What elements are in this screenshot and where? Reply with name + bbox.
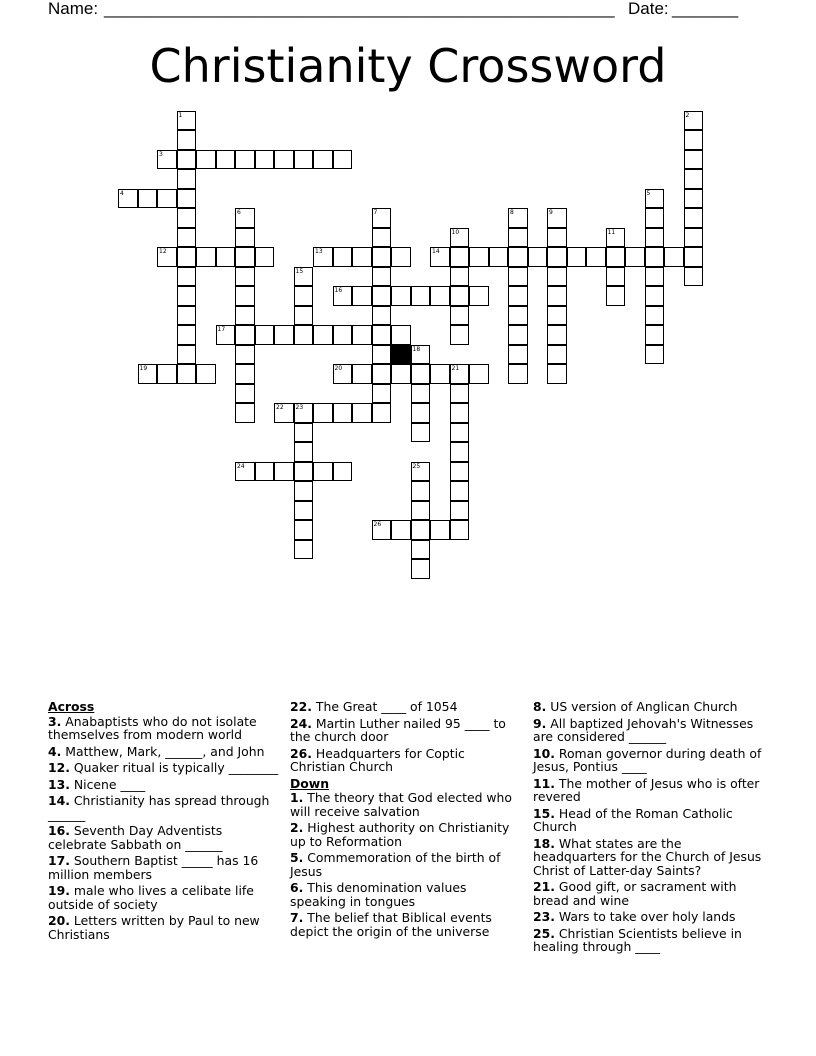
grid-cell[interactable] [352,247,372,267]
clue-item-text: Christian Scientists believe in healing through ____ [533,925,742,954]
clue-item-number: 17. [48,853,70,868]
grid-cell[interactable] [294,306,314,326]
clue-item-number: 5. [290,850,304,865]
clue-item-number: 21. [533,879,555,894]
grid-cell[interactable] [235,286,255,306]
clue-item-number: 16. [48,823,70,838]
grid-cell[interactable] [313,462,333,482]
grid-cell[interactable] [294,286,314,306]
clue-item-number: 13. [48,776,70,792]
grid-cell[interactable] [196,150,216,170]
grid-cell[interactable] [177,345,197,365]
grid-cell[interactable] [411,501,431,521]
grid-cell[interactable] [313,325,333,345]
grid-block [391,345,411,365]
grid-cell[interactable] [411,384,431,404]
clue-number: 2 [685,111,690,119]
clue-item-text: Anabaptists who do not isolate themselves from modern world [48,713,257,742]
clue-number: 7 [373,209,378,216]
grid-cell[interactable] [352,403,372,423]
grid-cell[interactable] [294,481,314,501]
clue-item-text: The Great ____ of 1054 [311,699,458,714]
clue-item [533,747,768,774]
grid-cell[interactable] [391,325,411,345]
grid-cell[interactable] [333,247,353,267]
grid-cell[interactable] [372,403,392,423]
grid-cell[interactable] [606,286,626,306]
clue-item-text: Seventh Day Adventists celebrate Sabbath on ______ [48,823,223,852]
clue-item [48,745,280,759]
clue-item-text: What states are the headquarters for the Church of Jesus Christ of Latter-day Saints? [533,835,762,878]
grid-cell[interactable] [333,462,353,482]
grid-cell[interactable] [547,267,567,287]
grid-cell[interactable] [450,423,470,443]
grid-cell[interactable] [489,247,509,267]
clue-item [533,777,768,804]
clue-item [533,717,768,744]
grid-cell[interactable] [391,286,411,306]
grid-cell[interactable] [177,208,197,228]
grid-cell[interactable] [508,345,528,365]
grid-cell[interactable] [177,189,197,209]
grid-cell[interactable] [508,267,528,287]
grid-cell[interactable] [372,520,392,540]
grid-cell[interactable] [625,247,645,267]
grid-cell[interactable] [216,150,236,170]
clue-number: 8 [510,209,514,216]
clue-item-number: 7. [290,910,304,925]
page-title: Christianity Crossword [149,39,667,93]
across-clue-list [48,715,280,942]
clue-item [48,794,280,821]
grid-cell[interactable] [411,286,431,306]
clue-item-number: 10. [533,745,555,761]
grid-cell[interactable] [313,403,333,423]
clue-item-text: The belief that Biblical events depict the origin of the universe [290,910,492,939]
grid-cell[interactable] [411,481,431,501]
clue-item-text: Wars to take over holy lands [554,909,736,924]
grid-cell[interactable] [333,286,353,306]
grid-cell[interactable] [430,247,450,267]
clue-item-number: 1. [290,790,304,805]
clue-item-text: Martin Luther nailed 95 ____ to the church door [290,715,506,744]
grid-cell[interactable] [372,345,392,365]
grid-cell[interactable] [508,364,528,384]
grid-cell[interactable] [469,247,489,267]
grid-cell[interactable] [255,247,275,267]
clue-number: 19 [139,365,148,372]
name-label: Name: [48,0,99,18]
down-clue-list-continued [533,700,768,954]
grid-cell[interactable] [235,306,255,326]
clue-number: 24 [237,462,245,470]
grid-cell[interactable] [450,501,470,521]
grid-cell[interactable] [274,462,294,482]
clue-item-number: 25. [533,925,555,941]
grid-cell[interactable] [274,403,294,423]
grid-cell[interactable] [235,150,255,170]
grid-cell[interactable] [450,403,470,423]
clue-item [533,910,768,924]
grid-cell[interactable] [294,423,314,443]
clue-item [290,911,520,938]
grid-cell[interactable] [450,384,470,404]
grid-cell[interactable] [255,462,275,482]
clue-item [533,927,768,954]
grid-cell[interactable] [684,247,704,267]
clue-number: 12 [159,248,167,255]
clue-item-number: 9. [533,715,547,731]
grid-cell[interactable] [255,325,275,345]
clue-number: 16 [334,287,343,294]
grid-cell[interactable] [235,462,255,482]
grid-cell[interactable] [372,208,392,228]
clue-number: 17 [217,326,226,333]
grid-cell[interactable] [157,150,177,170]
grid-cell[interactable] [430,286,450,306]
grid-cell[interactable] [313,150,333,170]
grid-cell[interactable] [547,345,567,365]
grid-cell[interactable] [294,501,314,521]
grid-cell[interactable] [274,150,294,170]
across-heading: Across [48,699,95,714]
clue-item [533,837,768,878]
grid-cell[interactable] [645,189,665,209]
clue-item [290,700,520,714]
grid-cell[interactable] [294,540,314,560]
clue-item-number: 24. [290,715,312,731]
grid-cell[interactable] [177,267,197,287]
clue-item-text: Matthew, Mark, ______, and John [61,743,265,759]
grid-cell[interactable] [313,247,333,267]
clue-number: 15 [295,267,304,275]
grid-cell[interactable] [450,228,470,248]
grid-cell[interactable] [177,306,197,326]
clue-number: 10 [451,228,460,236]
clue-item-number: 2. [290,820,304,835]
clue-item-text: Headquarters for Coptic Christian Church [290,745,465,774]
clue-item-number: 20. [48,913,70,928]
grid-cell[interactable] [645,286,665,306]
grid-cell[interactable] [645,228,665,248]
clue-item-text: Good gift, or sacrament with bread and wine [533,879,737,908]
grid-cell[interactable] [508,286,528,306]
clue-item-text: Letters written by Paul to new Christians [48,913,260,942]
grid-cell[interactable] [196,364,216,384]
grid-cell[interactable] [372,228,392,248]
grid-cell[interactable] [411,403,431,423]
clue-item-number: 22. [290,699,312,714]
grid-cell[interactable] [411,559,431,579]
grid-cell[interactable] [235,384,255,404]
name-line[interactable]: ______________________________________________________ [104,0,615,18]
grid-cell[interactable] [294,442,314,462]
grid-cell[interactable] [450,364,470,384]
grid-cell[interactable] [547,306,567,326]
grid-cell[interactable] [606,267,626,287]
clue-item [533,880,768,907]
grid-cell[interactable] [645,306,665,326]
grid-cell[interactable] [157,189,177,209]
grid-cell[interactable] [684,169,704,189]
grid-cell[interactable] [645,325,665,345]
grid-cell[interactable] [352,325,372,345]
grid-cell[interactable] [645,345,665,365]
clue-item [290,821,520,848]
grid-cell[interactable] [333,325,353,345]
grid-cell[interactable] [235,208,255,228]
grid-cell[interactable] [235,267,255,287]
grid-cell[interactable] [547,286,567,306]
grid-cell[interactable] [294,325,314,345]
clue-item [290,717,520,744]
grid-cell[interactable] [547,228,567,248]
clue-item [290,851,520,878]
grid-cell[interactable] [508,306,528,326]
grid-cell[interactable] [372,267,392,287]
grid-cell[interactable] [567,247,587,267]
grid-cell[interactable] [450,325,470,345]
grid-cell[interactable] [450,462,470,482]
grid-cell[interactable] [177,228,197,248]
clue-number: 18 [412,345,421,353]
date-label: Date: [628,0,669,18]
grid-cell[interactable] [372,286,392,306]
grid-cell[interactable] [450,267,470,287]
clue-item-number: 8. [533,699,547,714]
clue-item [290,747,520,774]
grid-cell[interactable] [138,364,158,384]
grid-cell[interactable] [411,540,431,560]
grid-cell[interactable] [508,325,528,345]
down-clue-list [290,791,520,938]
grid-cell[interactable] [547,364,567,384]
across-clue-list-continued [290,700,520,774]
clue-number: 11 [607,228,616,236]
grid-cell[interactable] [235,364,255,384]
grid-cell[interactable] [450,286,470,306]
grid-cell[interactable] [645,208,665,228]
grid-cell[interactable] [177,130,197,150]
grid-cell[interactable] [333,364,353,384]
grid-cell[interactable] [606,247,626,267]
clue-item-text: male who lives a celibate life outside of society [48,883,254,912]
grid-cell[interactable] [450,306,470,326]
clue-item-text: Highest authority on Christianity up to Reformation [290,820,510,849]
clues-column-2 [290,700,520,941]
clue-number: 1 [178,111,183,119]
grid-cell[interactable] [430,364,450,384]
grid-cell[interactable] [450,481,470,501]
grid-cell[interactable] [294,520,314,540]
grid-cell[interactable] [157,364,177,384]
grid-cell[interactable] [352,286,372,306]
clue-item-text: Quaker ritual is typically ________ [69,760,279,775]
grid-cell[interactable] [508,208,528,228]
grid-cell[interactable] [684,150,704,170]
grid-cell[interactable] [255,150,275,170]
grid-cell[interactable] [372,247,392,267]
grid-cell[interactable] [586,247,606,267]
clue-item-text: The mother of Jesus who is ofter revered [533,775,760,804]
grid-cell[interactable] [138,189,158,209]
clue-number: 20 [334,365,343,372]
down-heading: Down [290,775,330,791]
clue-item [48,824,280,851]
clue-item-text: The theory that God elected who will receive salvation [290,790,512,819]
grid-cell[interactable] [177,364,197,384]
clue-item-number: 4. [48,743,62,759]
grid-cell[interactable] [235,228,255,248]
grid-cell[interactable] [274,325,294,345]
grid-cell[interactable] [645,267,665,287]
grid-cell[interactable] [411,462,431,482]
clue-item-text: Christianity has spread through ______ [48,793,270,822]
clue-item-text: All baptized Jehovah's Witnesses are considered ______ [533,715,754,744]
grid-cell[interactable] [372,325,392,345]
grid-cell[interactable] [684,111,704,131]
clue-number: 4 [120,189,124,197]
clue-item [290,791,520,818]
grid-cell[interactable] [177,286,197,306]
clues-column-3 [533,700,768,957]
grid-cell[interactable] [411,364,431,384]
clue-item [533,807,768,834]
grid-cell[interactable] [391,520,411,540]
grid-cell[interactable] [235,325,255,345]
clue-item-text: Roman governor during death of Jesus, Pontius ____ [533,745,762,774]
grid-cell[interactable] [391,364,411,384]
clue-item-number: 18. [533,835,555,851]
grid-cell[interactable] [664,247,684,267]
clue-number: 3 [159,150,163,158]
clue-number: 23 [295,404,304,411]
clue-number: 6 [237,209,241,216]
grid-cell[interactable] [118,189,138,209]
grid-cell[interactable] [294,150,314,170]
grid-cell[interactable] [469,286,489,306]
clue-item [48,884,280,911]
clue-item-text: Southern Baptist _____ has 16 million members [48,853,259,882]
grid-cell[interactable] [294,267,314,287]
clue-item-number: 15. [533,805,555,821]
clue-item-number: 11. [533,775,555,791]
grid-cell[interactable] [606,228,626,248]
grid-cell[interactable] [333,150,353,170]
clue-number: 14 [432,248,440,255]
grid-cell[interactable] [294,403,314,423]
clue-item-number: 12. [48,760,70,775]
clue-number: 13 [315,248,323,255]
clue-item-number: 23. [533,909,555,924]
grid-cell[interactable] [411,520,431,540]
grid-cell[interactable] [508,228,528,248]
clue-item [533,700,768,714]
grid-cell[interactable] [177,111,197,131]
grid-cell[interactable] [372,384,392,404]
clue-item [48,761,280,775]
date-line[interactable]: _______ [672,0,739,18]
clue-item-number: 14. [48,793,70,808]
grid-cell[interactable] [547,208,567,228]
clue-number: 26 [373,521,382,528]
grid-cell[interactable] [177,169,197,189]
clue-item-text: This denomination values speaking in tongues [290,880,467,909]
grid-cell[interactable] [196,247,216,267]
grid-cell[interactable] [391,247,411,267]
grid-cell[interactable] [235,247,255,267]
grid-cell[interactable] [411,423,431,443]
grid-cell[interactable] [352,364,372,384]
grid-cell[interactable] [430,520,450,540]
clue-number: 5 [646,189,651,197]
clue-item-text: US version of Anglican Church [546,699,738,714]
clues-column-1 [48,700,280,944]
grid-cell[interactable] [216,325,236,345]
grid-cell[interactable] [684,189,704,209]
clue-item [48,778,280,792]
grid-cell[interactable] [372,306,392,326]
clue-item [290,881,520,908]
grid-cell[interactable] [333,403,353,423]
grid-cell[interactable] [684,267,704,287]
grid-cell[interactable] [450,247,470,267]
clue-item [48,715,280,742]
clue-number: 9 [549,209,553,216]
grid-cell[interactable] [411,345,431,365]
clue-item-text: Commemoration of the birth of Jesus [290,850,501,879]
grid-cell[interactable] [177,150,197,170]
grid-cell[interactable] [684,130,704,150]
clue-number: 25 [412,462,421,470]
clue-item-number: 6. [290,880,304,895]
clue-item-number: 19. [48,883,70,898]
grid-cell[interactable] [645,247,665,267]
grid-cell[interactable] [508,247,528,267]
grid-cell[interactable] [547,247,567,267]
clue-item-text: Nicene ____ [69,776,146,792]
grid-cell[interactable] [216,247,236,267]
clue-item-text: Head of the Roman Catholic Church [533,805,733,834]
clue-item-number: 26. [290,745,312,761]
clue-number: 21 [451,365,460,372]
grid-cell[interactable] [235,345,255,365]
grid-cell[interactable] [294,462,314,482]
grid-cell[interactable] [684,228,704,248]
grid-cell[interactable] [157,247,177,267]
grid-cell[interactable] [372,364,392,384]
grid-cell[interactable] [684,208,704,228]
grid-cell[interactable] [450,442,470,462]
clue-item [48,854,280,881]
grid-cell[interactable] [177,325,197,345]
clue-item [48,914,280,941]
grid-cell[interactable] [547,325,567,345]
clue-item-number: 3. [48,713,62,729]
grid-cell[interactable] [469,364,489,384]
grid-cell[interactable] [528,247,548,267]
grid-cell[interactable] [235,403,255,423]
grid-cell[interactable] [177,247,197,267]
clue-number: 22 [276,404,284,411]
grid-cell[interactable] [450,520,470,540]
